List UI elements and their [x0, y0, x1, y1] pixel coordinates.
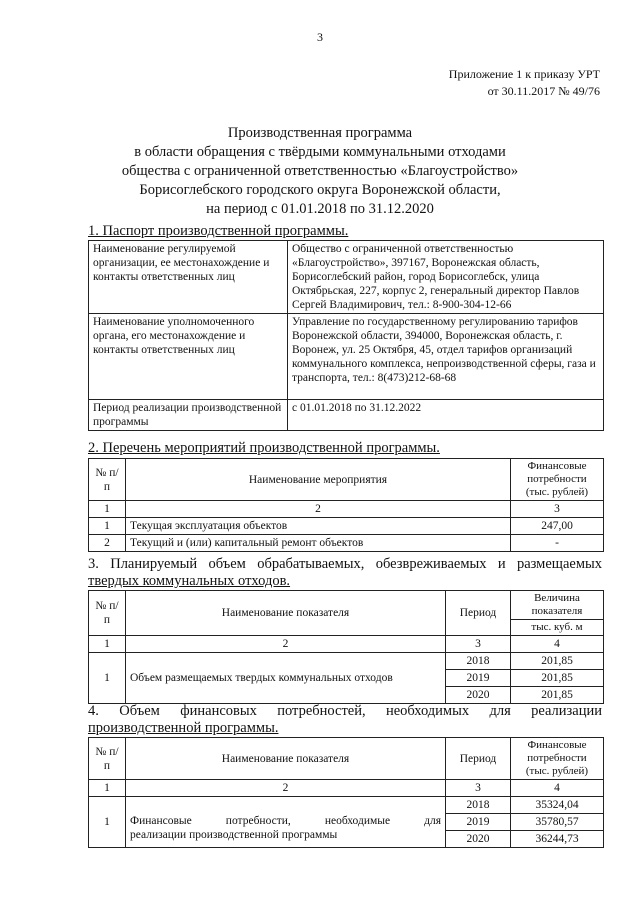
header-period: Период [446, 738, 511, 780]
index-cell: 2 [126, 636, 446, 653]
header-unit: тыс. куб. м [511, 620, 604, 636]
header-num: № п/п [89, 459, 126, 501]
row-num: 1 [89, 518, 126, 535]
financial-needs-table [88, 737, 604, 848]
section-1-heading: 1. Паспорт производственной программы. [88, 223, 349, 239]
header-financial-needs: Финансовые потребности (тыс. рублей) [511, 459, 604, 501]
index-cell: 3 [511, 501, 604, 518]
header-indicator-name: Наименование показателя [126, 738, 446, 780]
table-header-row [89, 459, 604, 501]
index-cell: 2 [126, 501, 511, 518]
row-value: 201,85 [511, 687, 604, 704]
table-header-row [89, 591, 604, 620]
header-financial-needs: Финансовые потребности (тыс. рублей) [511, 738, 604, 780]
appendix-line-1: Приложение 1 к приказу УРТ [448, 67, 600, 81]
row-value: - [511, 535, 604, 552]
row-num: 1 [89, 797, 126, 848]
row-period: 2020 [446, 831, 511, 848]
row-value: 35780,57 [511, 814, 604, 831]
row-value: 201,85 [511, 670, 604, 687]
table-row [89, 400, 604, 431]
table-header-row [89, 738, 604, 780]
document-title [0, 124, 640, 219]
table-row [89, 797, 604, 814]
table-row [89, 653, 604, 670]
passport-value: Управление по государственному регулированию тарифов Воронежской области, 394000, Воронежская область, г. Воронеж, ул. 25 Октября, 45, отдел тарифов организаций коммунального комплекса, непроизводственной сферы, газа и транспорта, тел.: 8(473)212-68-68 [288, 314, 604, 400]
row-num: 2 [89, 535, 126, 552]
row-period: 2019 [446, 670, 511, 687]
index-cell: 1 [89, 501, 126, 518]
index-cell: 4 [511, 780, 604, 797]
table-index-row [89, 636, 604, 653]
row-period: 2019 [446, 814, 511, 831]
row-period: 2018 [446, 797, 511, 814]
index-cell: 2 [126, 780, 446, 797]
table-row [89, 314, 604, 400]
passport-table [88, 240, 604, 431]
section-3-heading-line-1: 3. Планируемый объем обрабатываемых, обезвреживаемых и размещаемых [88, 556, 602, 572]
index-cell: 1 [89, 780, 126, 797]
row-measure-name: Текущая эксплуатация объектов [126, 518, 511, 535]
waste-volume-table [88, 590, 604, 704]
header-period: Период [446, 591, 511, 636]
row-value: 247,00 [511, 518, 604, 535]
row-value: 201,85 [511, 653, 604, 670]
row-num: 1 [89, 653, 126, 704]
section-4-heading-line-2: производственной программы. [88, 720, 279, 736]
title-line: общества с ограниченной ответственностью «Благоустройство» [121, 163, 519, 179]
section-3-heading-line-2: твердых коммунальных отходов. [88, 573, 291, 589]
index-cell: 3 [446, 780, 511, 797]
header-indicator-name: Наименование показателя [126, 591, 446, 636]
row-period: 2018 [446, 653, 511, 670]
title-line: Производственная программа [227, 125, 413, 141]
table-row [89, 518, 604, 535]
index-cell: 4 [511, 636, 604, 653]
table-index-row [89, 780, 604, 797]
page-number: 3 [317, 30, 323, 44]
row-indicator-name [126, 797, 446, 848]
row-period: 2020 [446, 687, 511, 704]
section-4-heading-line-1: 4. Объем финансовых потребностей, необходимых для реализации [88, 703, 602, 719]
row-indicator-name-line-2: реализации производственной программы [130, 828, 338, 841]
passport-value: с 01.01.2018 по 31.12.2022 [288, 400, 604, 431]
header-measure-name: Наименование мероприятия [126, 459, 511, 501]
title-line: на период с 01.01.2018 по 31.12.2020 [206, 201, 434, 217]
index-cell: 1 [89, 636, 126, 653]
measures-table [88, 458, 604, 552]
index-cell: 3 [446, 636, 511, 653]
table-row [89, 535, 604, 552]
row-value: 35324,04 [511, 797, 604, 814]
row-indicator-name: Объем размещаемых твердых коммунальных отходов [126, 653, 446, 704]
passport-label: Наименование уполномоченного органа, его местонахождение и контакты ответственных лиц [89, 314, 288, 400]
row-measure-name: Текущий и (или) капитальный ремонт объектов [126, 535, 511, 552]
appendix-line-2: от 30.11.2017 № 49/76 [487, 84, 600, 98]
passport-label: Период реализации производственной программы [89, 400, 288, 431]
header-num: № п/п [89, 591, 126, 636]
passport-label: Наименование регулируемой организации, ее местонахождение и контакты ответственных лиц [89, 241, 288, 314]
header-num: № п/п [89, 738, 126, 780]
table-row [89, 241, 604, 314]
title-line: в области обращения с твёрдыми коммунальными отходами [134, 144, 506, 160]
passport-value: Общество с ограниченной ответственностью «Благоустройство», 397167, Воронежская область, Борисоглебский район, город Борисоглебск, улица Октябрьская, 227, корпус 2, генеральный директор Павлов Сергей Владимирович, тел.: 8-900-304-12-66 [288, 241, 604, 314]
row-value: 36244,73 [511, 831, 604, 848]
header-indicator-value: Величина показателя [511, 591, 604, 620]
title-line: Борисоглебского городского округа Воронежской области, [139, 182, 501, 198]
section-2-heading: 2. Перечень мероприятий производственной программы. [88, 440, 440, 456]
appendix-reference [449, 66, 600, 100]
table-index-row [89, 501, 604, 518]
row-indicator-name-line-1: Финансовые потребности, необходимые для [130, 814, 441, 827]
